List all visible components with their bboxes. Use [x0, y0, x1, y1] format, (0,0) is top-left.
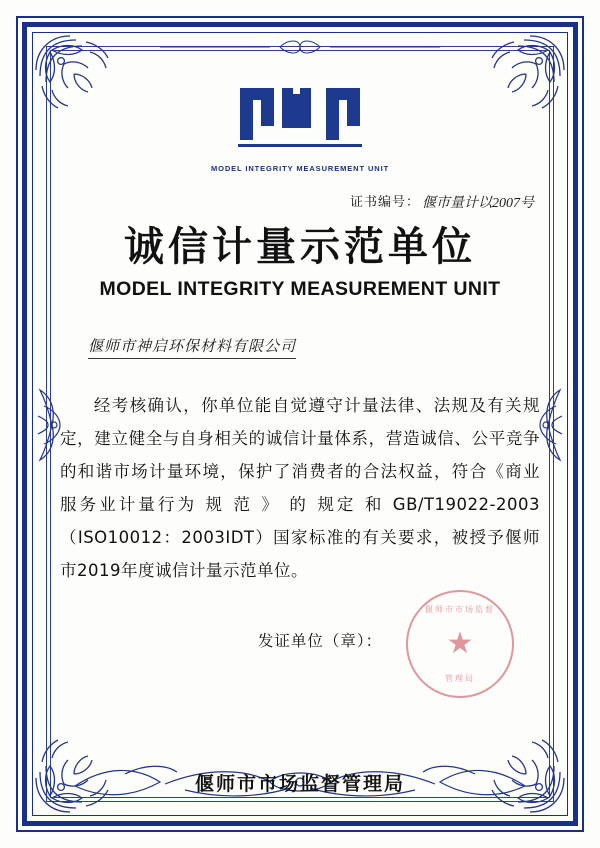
- logo-caption: MODEL INTEGRITY MEASUREMENT UNIT: [210, 164, 390, 173]
- serial-number-row: [60, 191, 540, 211]
- seal-text-top: 偃师市市场监督: [425, 605, 495, 614]
- serial-number-value: 偃市量计以2007号: [422, 196, 534, 211]
- issuer-label-row: 发证单位（章）：: [257, 633, 383, 650]
- mim-monogram-logo-icon: [230, 74, 370, 152]
- recipient-name: 偃师市神启环保材料有限公司: [88, 335, 296, 359]
- certificate-content: [60, 56, 540, 792]
- body-paragraph: 经考核确认，你单位能自觉遵守计量法律、法规及有关规定，建立健全与自身相关的诚信计量体系，营造诚信、公平竞争的和谐市场计量环境，保护了消费者的合法权益，符合《商业 服务业计量行为 规 范 》 的 规定 和 GB/T19022-2003（ISO10012：2003IDT）国家标准的有关要求，被授予偃师市2019年度诚信计量示范单位。: [60, 396, 540, 580]
- certificate-title-cn: 诚信计量示范单位: [124, 224, 476, 270]
- certificate-body-text: [60, 389, 540, 587]
- seal-star-icon: ★: [446, 627, 474, 660]
- logo-block: [60, 74, 540, 173]
- certificate-title-en: MODEL INTEGRITY MEASUREMENT UNIT: [99, 278, 501, 300]
- serial-number-label: 证书编号：: [349, 194, 420, 209]
- issuing-organization-name: 偃师市市场监督管理局: [194, 773, 405, 795]
- seal-text-bottom: 管理局: [445, 674, 475, 683]
